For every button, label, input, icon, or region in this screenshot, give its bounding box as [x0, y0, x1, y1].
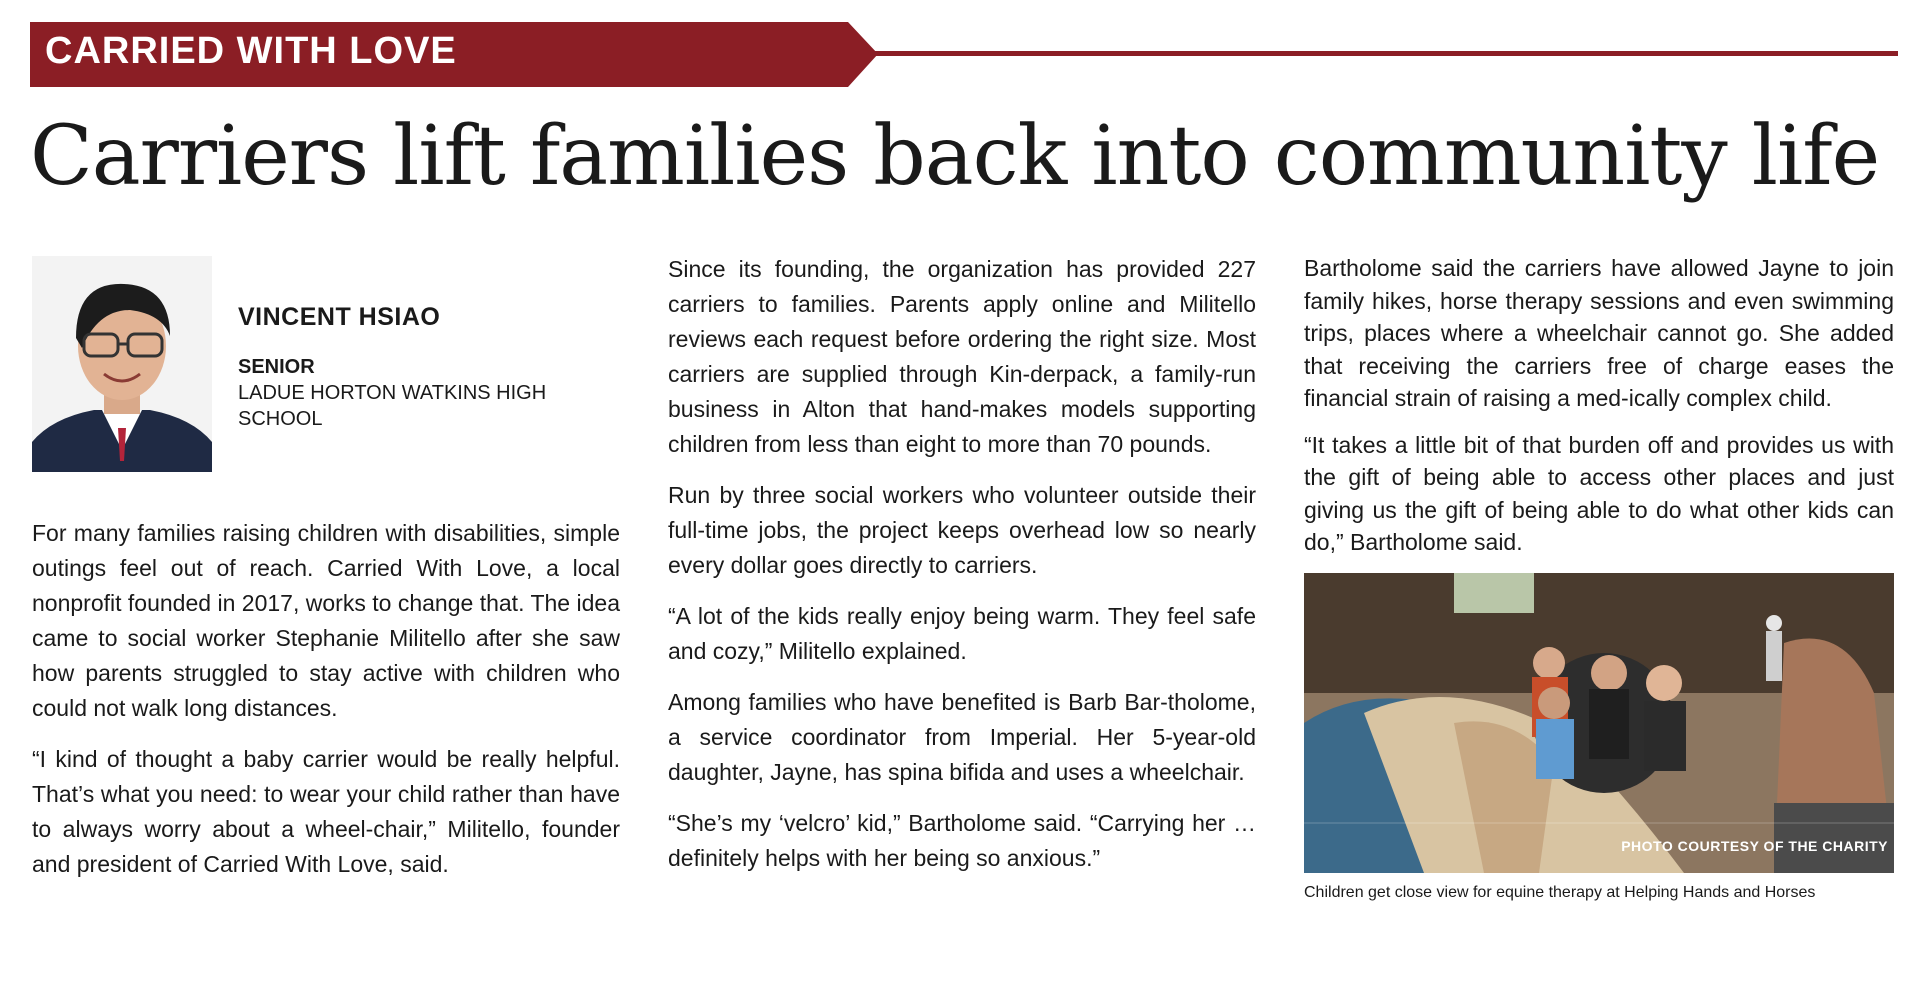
section-banner [30, 22, 1898, 87]
paragraph: “She’s my ‘velcro’ kid,” Bartholome said. “Carrying her … definitely helps with her being so anxious.” [668, 810, 1256, 871]
column-1 [32, 250, 620, 898]
author-photo [32, 256, 212, 472]
author-school: LADUE HORTON WATKINS HIGH SCHOOL [238, 382, 547, 430]
paragraph: For many families raising children with disabilities, simple outings feel out of reach. Carried With Love, a local nonprofit founded in 2017, works to change that. The idea came to social worker Stephanie Militello after she saw how parents struggled to stay active with children who could not walk long distances. [32, 520, 620, 721]
photo-caption: Children get close view for equine therapy at Helping Hands and Horses [1304, 883, 1816, 901]
paragraph: “A lot of the kids really enjoy being warm. They feel safe and cozy,” Militello explained. [668, 603, 1256, 664]
paragraph: Among families who have benefited is Barb Bar-tholome, a service coordinator from Imperial. Her 5-year-old daughter, Jayne, has spina bifida and uses a wheelchair. [668, 689, 1256, 785]
author-role: SENIOR [238, 356, 315, 378]
banner-rule [850, 51, 1898, 56]
column-3 [1304, 252, 1894, 905]
article-photo [1304, 573, 1894, 873]
paragraph: Bartholome said the carriers have allowed Jayne to join family hikes, horse therapy sessions and even swimming trips, places where a wheelchair cannot go. She added that receiving the carriers free of charge eases the financial strain of raising a med-ically complex child. [1304, 255, 1894, 411]
paragraph: “It takes a little bit of that burden off and provides us with the gift of being able to access other places and just giving us the gift of being able to do what other kids can do,” Bartholome said. [1304, 431, 1894, 555]
section-kicker: CARRIED WITH LOVE [45, 30, 457, 72]
headline: Carriers lift families back into community life [30, 109, 1880, 204]
kicker-box [30, 22, 878, 87]
byline [32, 250, 620, 516]
author-name: VINCENT HSIAO [238, 303, 441, 331]
column-2 [668, 252, 1256, 892]
photo-credit: PHOTO COURTESY OF THE CHARITY [1621, 838, 1888, 854]
paragraph: “I kind of thought a baby carrier would be really helpful. That’s what you need: to wear your child rather than have to always worry about a wheel-chair,” Militello, founder and president of Carried With Love, said. [32, 746, 620, 877]
paragraph: Since its founding, the organization has provided 227 carriers to families. Parents apply online and Militello reviews each request before ordering the right size. Most carriers are supplied through Kin-derpack, a family-run business in Alton that hand-makes models supporting children from less than eight to more than 70 pounds. [668, 256, 1256, 457]
paragraph: Run by three social workers who volunteer outside their full-time jobs, the project keeps overhead low so nearly every dollar goes directly to carriers. [668, 482, 1256, 578]
